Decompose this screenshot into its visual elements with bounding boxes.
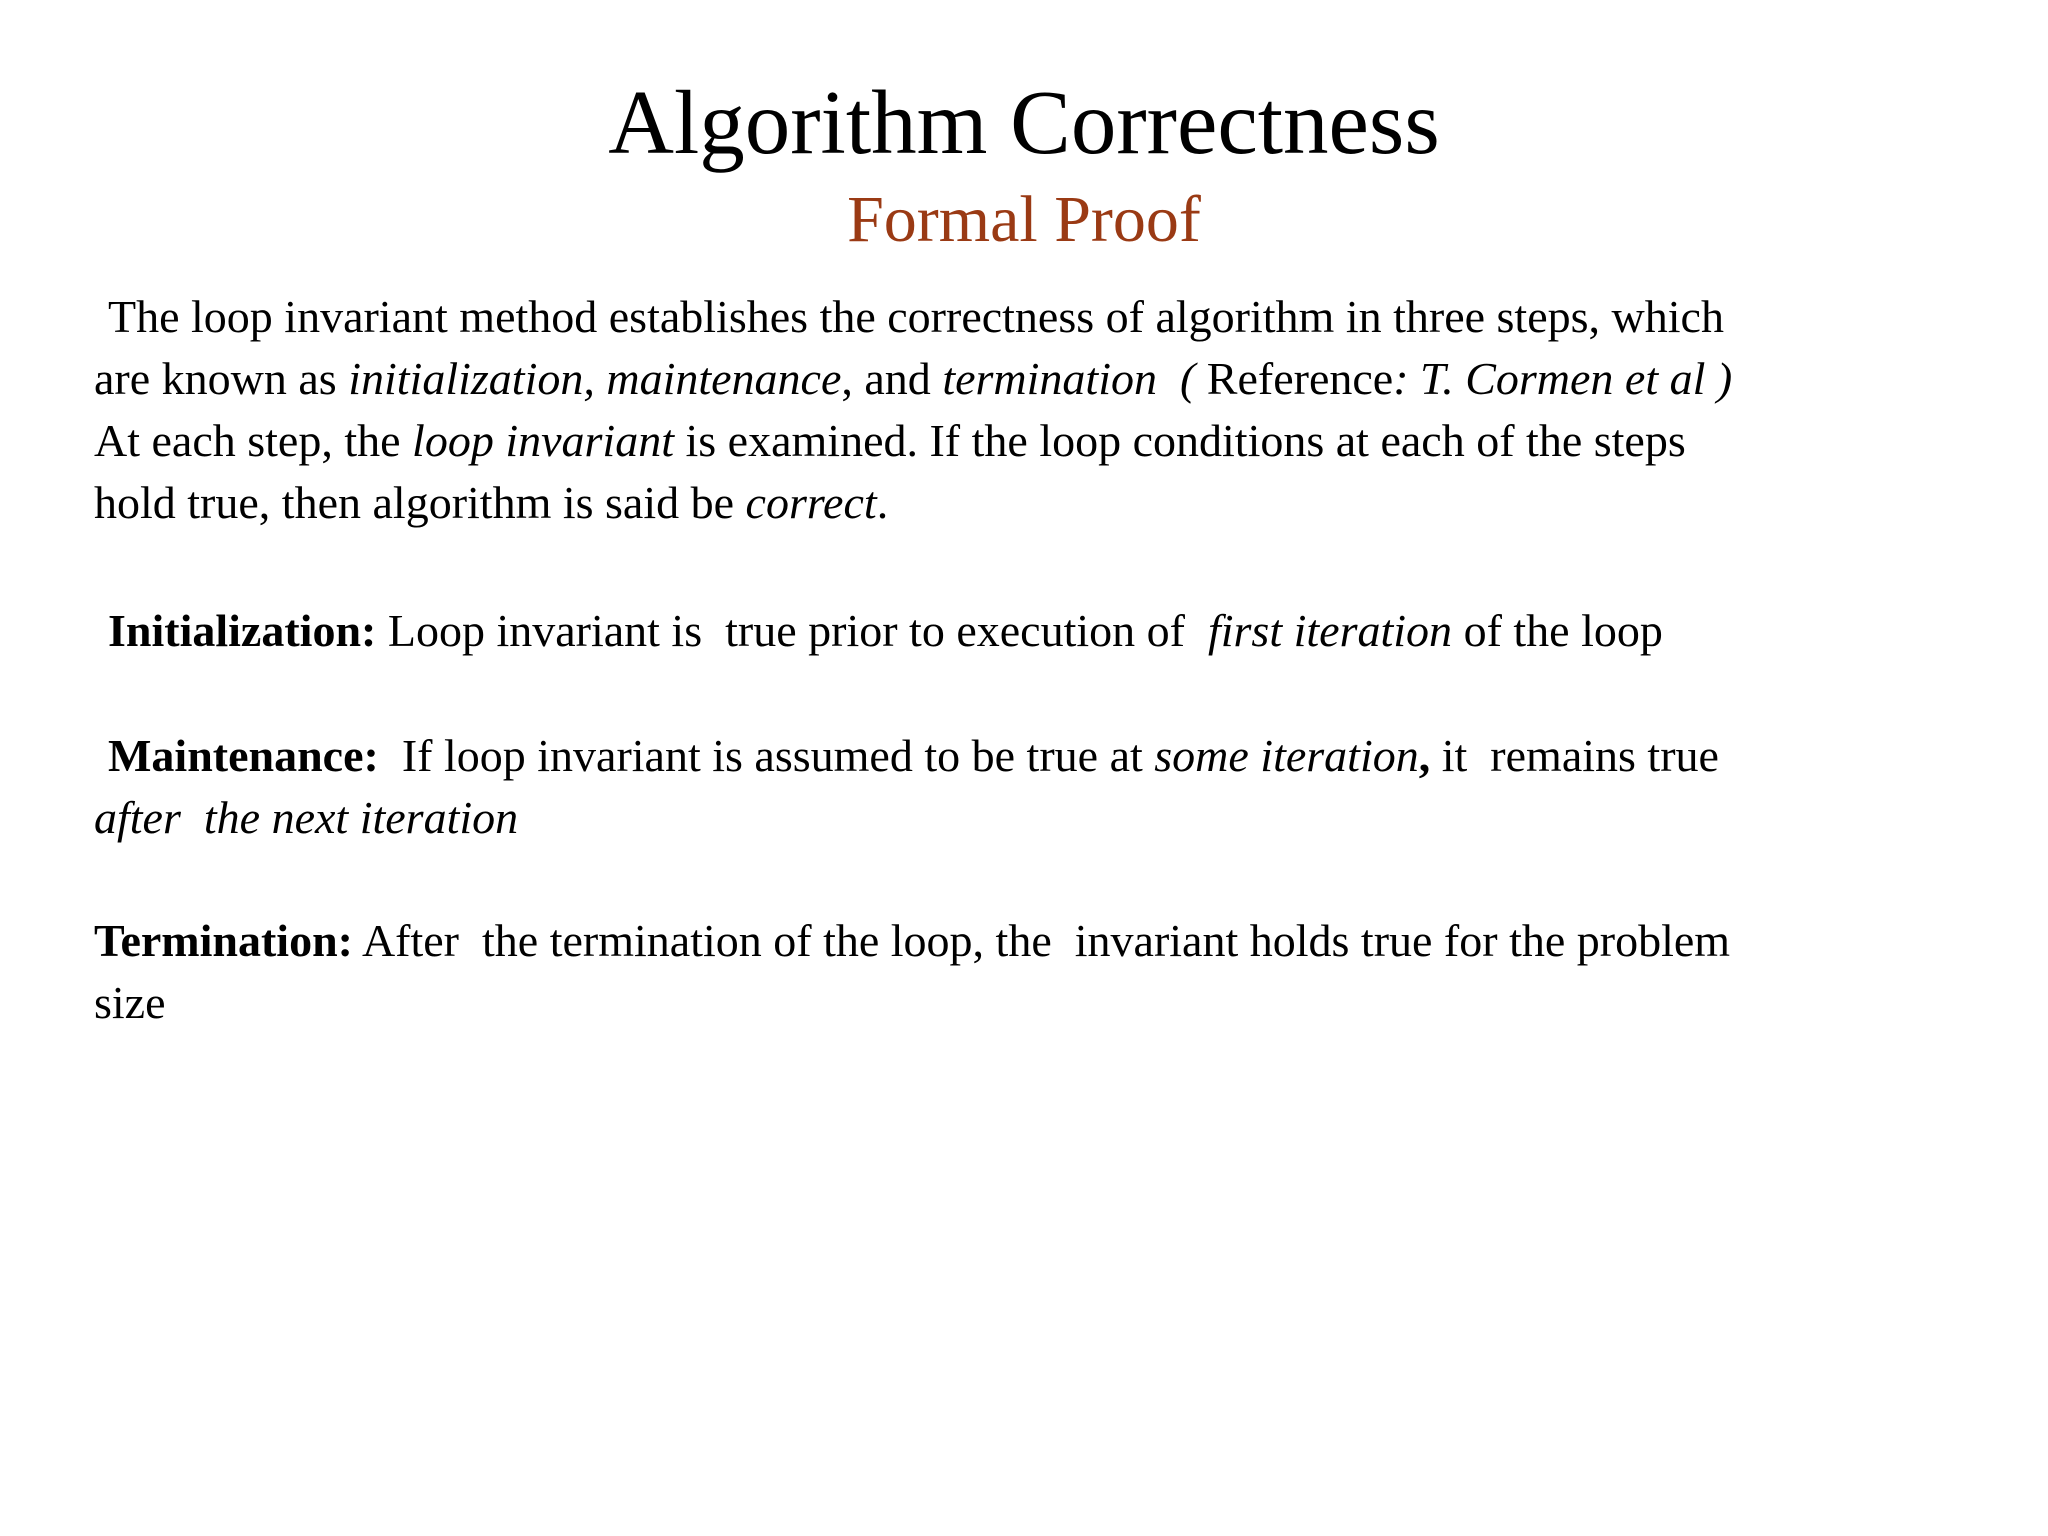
slide-title: Algorithm Correctness [608,72,1440,173]
termination-size: size [94,977,166,1028]
intro-loop-invariant-italic: loop invariant [412,415,674,466]
maintenance-paragraph [94,725,1994,849]
intro-line-3 [94,410,1994,472]
intro-line-4-c: . [876,477,889,528]
intro-paragraph [94,286,1994,534]
maintenance-text-a: If loop invariant is assumed to be true at [378,730,1155,781]
termination-label: Termination: [94,915,353,966]
initialization-label: Initialization: [108,605,377,656]
termination-line-1 [94,910,1994,972]
termination-paragraph [94,910,1994,1034]
maintenance-after-next: after the next iteration [94,792,519,843]
intro-correct-italic: correct [745,477,877,528]
intro-steps-italic: initialization, maintenance [348,353,842,404]
maintenance-some-iteration: some iteration [1154,730,1419,781]
initialization-text-a: Loop invariant is true prior to execution of [376,605,1208,656]
intro-line-4-a: hold true, then algorithm is said be [94,477,746,528]
intro-line-3-a: At each step, the [94,415,413,466]
maintenance-line-2 [94,787,1994,849]
initialization-line [94,600,1994,662]
initialization-text-c: of the loop [1452,605,1663,656]
intro-line-2-a: are known as [94,353,349,404]
intro-line-2 [94,348,1994,410]
intro-termination-italic: termination ( [942,353,1196,404]
maintenance-text-d: it remains true [1430,730,1719,781]
intro-line-4 [94,472,1994,534]
intro-line-2-c: , and [841,353,943,404]
maintenance-label: Maintenance: [108,730,379,781]
termination-line-2 [94,972,1994,1034]
maintenance-line-1 [94,725,1994,787]
maintenance-comma: , [1418,730,1431,781]
intro-line-3-c: is examined. If the loop conditions at each of the steps [674,415,1686,466]
intro-reference-source: : T. Cormen et al ) [1393,353,1733,404]
intro-reference-label: Reference [1195,353,1394,404]
slide-subtitle: Formal Proof [847,183,1201,256]
initialization-paragraph [94,600,1994,662]
intro-line-1-text: The loop invariant method establishes the correctness of algorithm in three steps, which [108,291,1724,342]
intro-line-1 [94,286,1994,348]
initialization-first-iteration: first iteration [1207,605,1453,656]
termination-text-a: After the termination of the loop, the invariant holds true for the problem [352,915,1731,966]
